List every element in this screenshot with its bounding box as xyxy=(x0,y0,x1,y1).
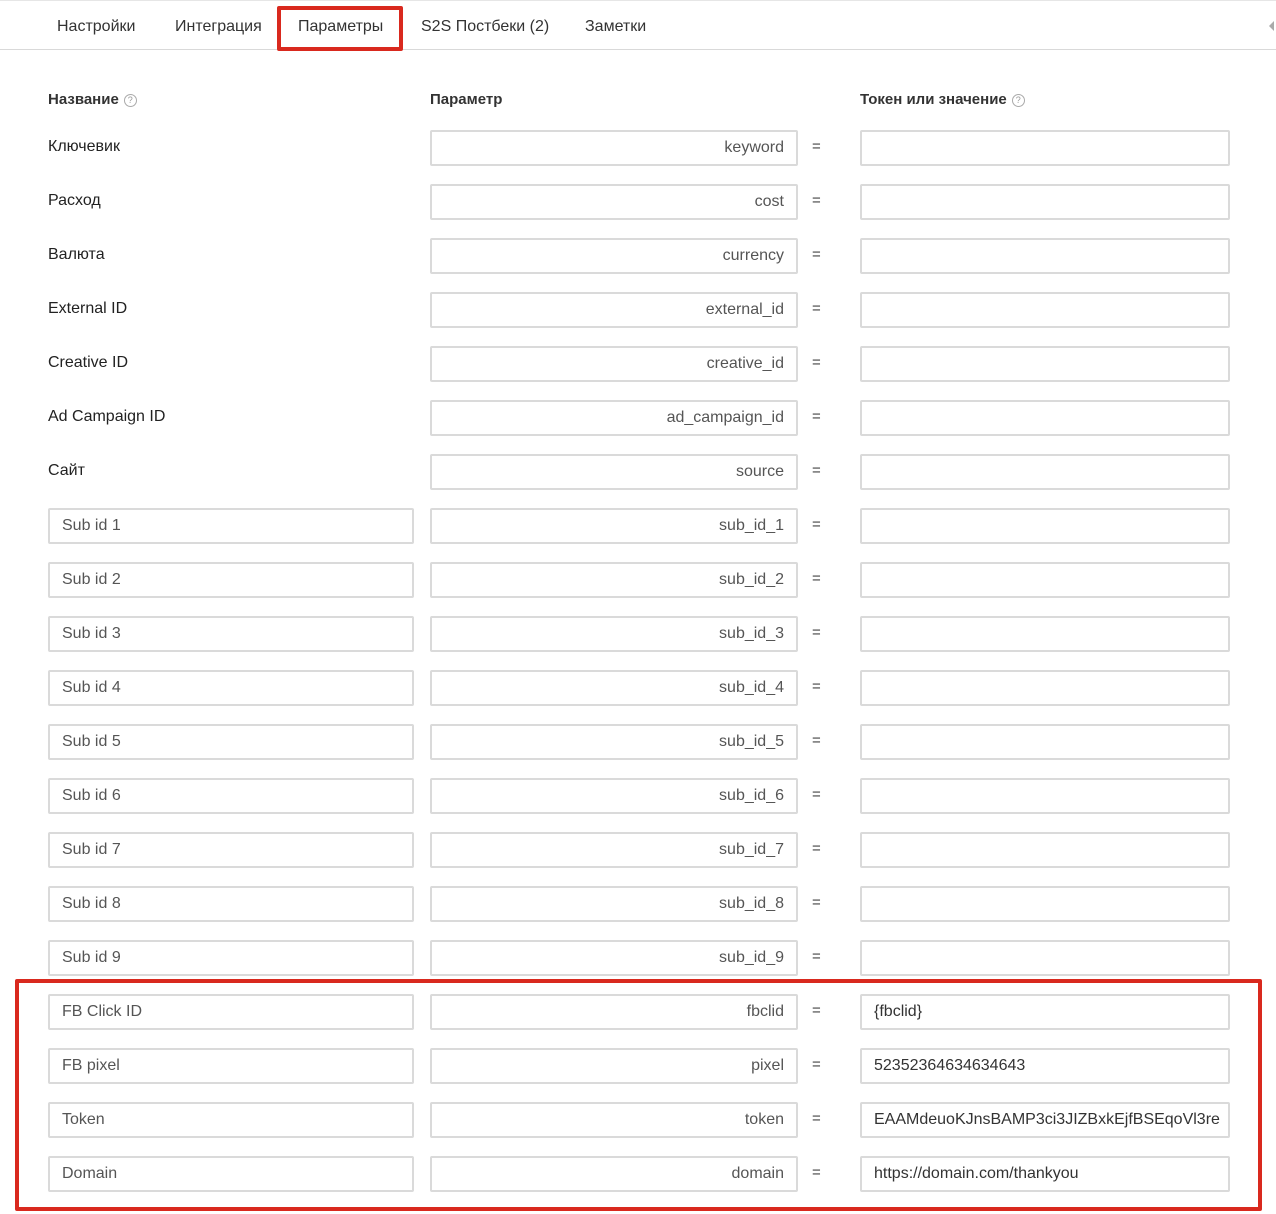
equals-sign: = xyxy=(812,570,821,587)
tab-s2s-postbacks[interactable]: S2S Постбеки (2) xyxy=(421,18,550,35)
equals-sign: = xyxy=(812,894,821,911)
table-row xyxy=(0,778,1276,814)
table-row xyxy=(0,724,1276,760)
param-name-label: Сайт xyxy=(48,462,85,479)
table-row xyxy=(0,184,1276,220)
param-key-input[interactable]: domain xyxy=(430,1156,798,1192)
help-icon[interactable]: ? xyxy=(1012,94,1025,107)
param-name-input[interactable]: Sub id 6 xyxy=(48,778,414,814)
equals-sign: = xyxy=(812,948,821,965)
table-row xyxy=(0,832,1276,868)
equals-sign: = xyxy=(812,1002,821,1019)
column-header-name xyxy=(48,91,137,108)
table-row xyxy=(0,508,1276,544)
table-row xyxy=(0,670,1276,706)
param-name-input[interactable]: FB Click ID xyxy=(48,994,414,1030)
equals-sign: = xyxy=(812,786,821,803)
help-icon[interactable]: ? xyxy=(124,94,137,107)
param-key-input[interactable]: sub_id_1 xyxy=(430,508,798,544)
collapse-arrow-icon[interactable] xyxy=(1269,21,1274,31)
param-name-input[interactable]: Sub id 2 xyxy=(48,562,414,598)
token-value-input[interactable] xyxy=(860,724,1230,760)
table-row xyxy=(0,400,1276,436)
table-row xyxy=(0,130,1276,166)
token-value-input[interactable] xyxy=(860,886,1230,922)
param-key-input[interactable]: source xyxy=(430,454,798,490)
token-value-input[interactable] xyxy=(860,238,1230,274)
param-key-input[interactable]: token xyxy=(430,1102,798,1138)
param-key-input[interactable]: sub_id_4 xyxy=(430,670,798,706)
param-key-input[interactable]: creative_id xyxy=(430,346,798,382)
column-header-token-label: Токен или значение xyxy=(860,91,1007,108)
equals-sign: = xyxy=(812,138,821,155)
param-key-input[interactable]: sub_id_8 xyxy=(430,886,798,922)
table-row xyxy=(0,616,1276,652)
equals-sign: = xyxy=(812,1056,821,1073)
param-key-input[interactable]: keyword xyxy=(430,130,798,166)
param-key-input[interactable]: sub_id_3 xyxy=(430,616,798,652)
param-key-input[interactable]: currency xyxy=(430,238,798,274)
param-key-input[interactable]: ad_campaign_id xyxy=(430,400,798,436)
param-name-input[interactable]: Sub id 5 xyxy=(48,724,414,760)
token-value-input[interactable] xyxy=(860,940,1230,976)
param-key-input[interactable]: sub_id_6 xyxy=(430,778,798,814)
param-name-label: Расход xyxy=(48,192,101,209)
equals-sign: = xyxy=(812,1110,821,1127)
param-name-input[interactable]: Sub id 7 xyxy=(48,832,414,868)
param-key-input[interactable]: sub_id_5 xyxy=(430,724,798,760)
equals-sign: = xyxy=(812,408,821,425)
token-value-input[interactable] xyxy=(860,832,1230,868)
table-row xyxy=(0,238,1276,274)
param-name-input[interactable]: Sub id 8 xyxy=(48,886,414,922)
token-value-input[interactable] xyxy=(860,130,1230,166)
token-value-input[interactable] xyxy=(860,562,1230,598)
equals-sign: = xyxy=(812,624,821,641)
param-name-input[interactable]: Sub id 3 xyxy=(48,616,414,652)
param-key-input[interactable]: external_id xyxy=(430,292,798,328)
table-row xyxy=(0,940,1276,976)
tab-integration[interactable]: Интеграция xyxy=(175,18,262,35)
param-key-input[interactable]: cost xyxy=(430,184,798,220)
param-name-input[interactable]: FB pixel xyxy=(48,1048,414,1084)
active-tab-highlight xyxy=(277,6,403,51)
table-row xyxy=(0,454,1276,490)
column-header-param: Параметр xyxy=(430,91,503,108)
param-name-label: Ключевик xyxy=(48,138,120,155)
param-key-input[interactable]: fbclid xyxy=(430,994,798,1030)
table-row xyxy=(0,346,1276,382)
token-value-input[interactable]: 52352364634634643 xyxy=(860,1048,1230,1084)
param-name-label: External ID xyxy=(48,300,128,317)
table-row xyxy=(0,562,1276,598)
equals-sign: = xyxy=(812,678,821,695)
token-value-input[interactable]: https://domain.com/thankyou xyxy=(860,1156,1230,1192)
equals-sign: = xyxy=(812,192,821,209)
tab-settings[interactable]: Настройки xyxy=(57,18,136,35)
param-name-input[interactable]: Sub id 4 xyxy=(48,670,414,706)
param-name-label: Creative ID xyxy=(48,354,129,371)
token-value-input[interactable] xyxy=(860,454,1230,490)
token-value-input[interactable] xyxy=(860,778,1230,814)
token-value-input[interactable] xyxy=(860,508,1230,544)
equals-sign: = xyxy=(812,516,821,533)
param-name-label: Валюта xyxy=(48,246,105,263)
param-name-input[interactable]: Sub id 9 xyxy=(48,940,414,976)
param-name-label: Ad Campaign ID xyxy=(48,408,166,425)
param-name-input[interactable]: Sub id 1 xyxy=(48,508,414,544)
equals-sign: = xyxy=(812,462,821,479)
param-name-input[interactable]: Token xyxy=(48,1102,414,1138)
param-key-input[interactable]: pixel xyxy=(430,1048,798,1084)
equals-sign: = xyxy=(812,300,821,317)
token-value-input[interactable]: EAAMdeuoKJnsBAMP3ci3JIZBxkEjfBSEqoVl3re xyxy=(860,1102,1230,1138)
param-key-input[interactable]: sub_id_7 xyxy=(430,832,798,868)
token-value-input[interactable] xyxy=(860,346,1230,382)
param-key-input[interactable]: sub_id_2 xyxy=(430,562,798,598)
token-value-input[interactable] xyxy=(860,184,1230,220)
param-key-input[interactable]: sub_id_9 xyxy=(430,940,798,976)
equals-sign: = xyxy=(812,354,821,371)
fb-rows-highlight xyxy=(15,979,1262,1211)
equals-sign: = xyxy=(812,840,821,857)
token-value-input[interactable] xyxy=(860,670,1230,706)
equals-sign: = xyxy=(812,732,821,749)
token-value-input[interactable] xyxy=(860,292,1230,328)
table-row xyxy=(0,292,1276,328)
column-header-token xyxy=(860,91,1025,108)
tab-notes[interactable]: Заметки xyxy=(585,18,647,35)
table-row xyxy=(0,886,1276,922)
token-value-input[interactable] xyxy=(860,400,1230,436)
param-name-input[interactable]: Domain xyxy=(48,1156,414,1192)
equals-sign: = xyxy=(812,246,821,263)
token-value-input[interactable]: {fbclid} xyxy=(860,994,1230,1030)
tab-parameters[interactable]: Параметры xyxy=(298,18,384,35)
token-value-input[interactable] xyxy=(860,616,1230,652)
column-header-name-label: Название xyxy=(48,91,119,108)
tab-bar xyxy=(0,0,1276,50)
equals-sign: = xyxy=(812,1164,821,1181)
